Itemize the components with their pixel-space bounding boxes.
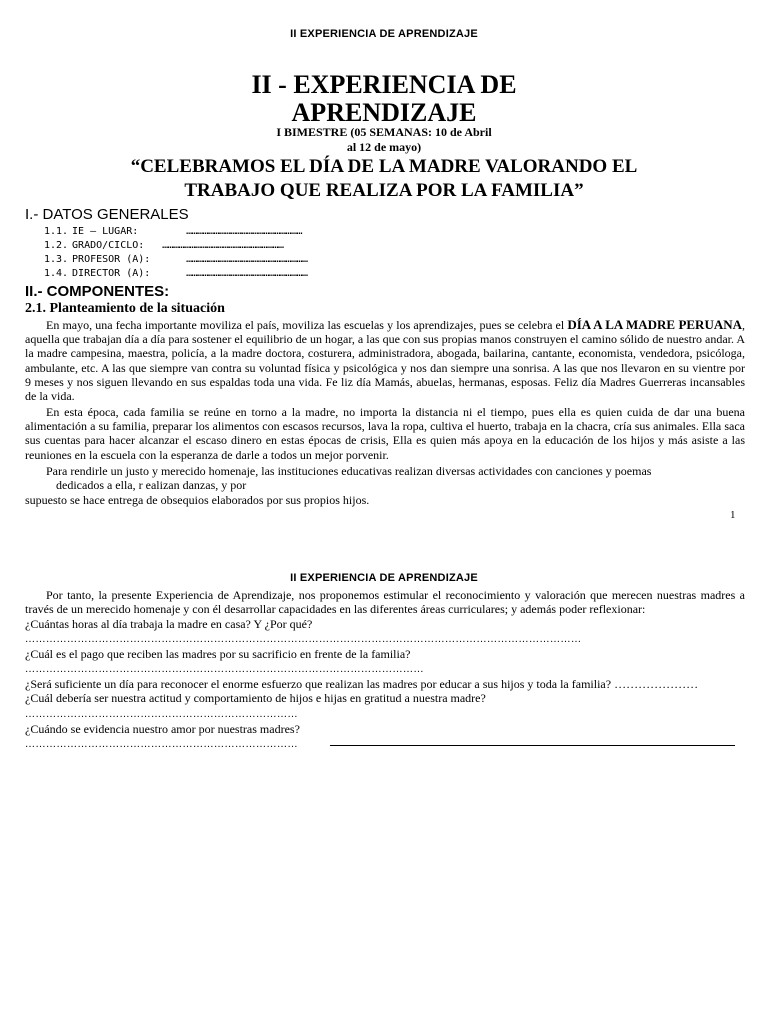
paragraph-3-line-3: supuesto se hace entrega de obsequios elaborados por sus propios hijos.	[25, 493, 370, 507]
bimestre-line-2: al 12 de mayo)	[346, 140, 422, 154]
question-5: ¿Cuándo se evidencia nuestro amor por nuestras madres?	[25, 722, 300, 736]
datos-item	[44, 240, 284, 251]
question-4: ¿Cuál debería ser nuestra actitud y comportamiento de hijos e hijas en gratitud a nuestra madre?	[25, 691, 486, 705]
paragraph-3-line-2: dedicados a ella, r ealizan danzas, y por	[56, 478, 247, 492]
paragraph-1	[25, 318, 745, 403]
answer-line-1: ……………………………………………………………………………………………………………………………………………	[25, 634, 582, 645]
title-line-2: APRENDIZAJE	[291, 98, 477, 127]
datos-item	[44, 254, 308, 265]
answer-line-4: ……………………………………………………………………	[25, 709, 298, 720]
datos-item	[44, 268, 308, 279]
paragraph-3-line-1: Para rendirle un justo y merecido homenaje, las instituciones educativas realizan diversas actividades con canciones y poemas	[46, 464, 652, 478]
bimestre-line-1: I BIMESTRE (05 SEMANAS: 10 de Abril	[276, 125, 492, 139]
datos-item	[44, 226, 302, 237]
datos-item-dots: …………………………………………………………	[186, 268, 308, 279]
datos-item-label: DIRECTOR (A):	[72, 268, 151, 279]
running-header: II EXPERIENCIA DE APRENDIZAJE	[290, 28, 478, 40]
datos-item-number: 1.2.	[44, 240, 69, 251]
running-header-page-2: II EXPERIENCIA DE APRENDIZAJE	[290, 572, 478, 584]
datos-item-label: PROFESOR (A):	[72, 254, 151, 265]
datos-item-number: 1.4.	[44, 268, 69, 279]
page-number: 1	[730, 509, 736, 521]
question-2: ¿Cuál es el pago que reciben las madres por su sacrificio en frente de la familia?	[25, 647, 411, 661]
datos-item-label: GRADO/CICLO:	[72, 240, 145, 251]
datos-item-number: 1.1.	[44, 226, 69, 237]
section-datos-generales: I.- DATOS GENERALES	[25, 206, 189, 223]
underline-rule	[330, 745, 735, 746]
section-componentes: II.- COMPONENTES:	[25, 283, 170, 300]
question-3: ¿Será suficiente un día para reconocer el enorme esfuerzo que realizan las madres por educar a sus hijos y toda la familia? …………………	[25, 677, 699, 691]
paragraph-1-part-c: , aquella que trabajan día a día para sostener el equilibrio de un hogar, a las que con sus propias manos construyen el camino sólido de nuestro andar. A la madre campesina, maestra, policía, a la madre doctora, costurera, administradora, abogada, bailarina, cantante, economista, vendedora, psicóloga, ambulante, etc. A las que siempre van contra su voluntad física y psicológica y nos dan siempre una sonrisa. A las que nos llevaron en su vientre por 9 meses y nos siguen llevando en sus espaldas toda una vida. Fe liz día Mamás, abuelas, hermanas, esposas. Feliz día Madres Guerreras incansables de la vida.	[25, 318, 745, 404]
datos-item-dots: ………………………………………………………	[186, 226, 302, 237]
datos-item-label: IE – LUGAR:	[72, 226, 139, 237]
datos-item-number: 1.3.	[44, 254, 69, 265]
answer-line-5: ……………………………………………………………………	[25, 739, 298, 750]
paragraph-1-highlight: DÍA A LA MADRE PERUANA	[567, 317, 742, 332]
sub-heading-planteamiento: 2.1. Planteamiento de la situación	[25, 301, 225, 316]
answer-line-2: ……………………………………………………………………………………………………	[25, 664, 424, 675]
subtitle-line-1: “CELEBRAMOS EL DÍA DE LA MADRE VALORANDO EL	[130, 156, 638, 177]
paragraph-4: Por tanto, la presente Experiencia de Aprendizaje, nos proponemos estimular el reconocimiento y valoración que merecen nuestras madres a través de un merecido homenaje y con él desarrollar capacidades en las diferentes áreas curriculares; y además poder reflexionar:	[25, 588, 745, 617]
question-1: ¿Cuántas horas al día trabaja la madre en casa? Y ¿Por qué?	[25, 617, 313, 631]
subtitle-line-2: TRABAJO QUE REALIZA POR LA FAMILIA”	[184, 180, 584, 201]
paragraph-2: En esta época, cada familia se reúne en torno a la madre, no importa la distancia ni el tiempo, pues ella es quien cuida de dar una buena alimentación a su familia, preparar los alimentos con escasos recursos, lava la ropa, cultiva el huerto, trabaja en la chacra, cría sus animales. Ella saca sus cuentas para hacer alcanzar el escaso dinero en estas épocas de crisis, Ella es quien más apoya en la educación de los hijos y más asiste a las reuniones en la escuela con la esperanza de darle a todos un mejor porvenir.	[25, 405, 745, 462]
paragraph-1-part-a: En mayo, una fecha importante moviliza el país, moviliza las escuelas y los aprendizajes, pues se celebra el	[46, 318, 568, 332]
datos-item-dots: …………………………………………………………	[162, 240, 284, 251]
title-line-1: II - EXPERIENCIA DE	[251, 70, 517, 99]
datos-item-dots: …………………………………………………………	[186, 254, 308, 265]
